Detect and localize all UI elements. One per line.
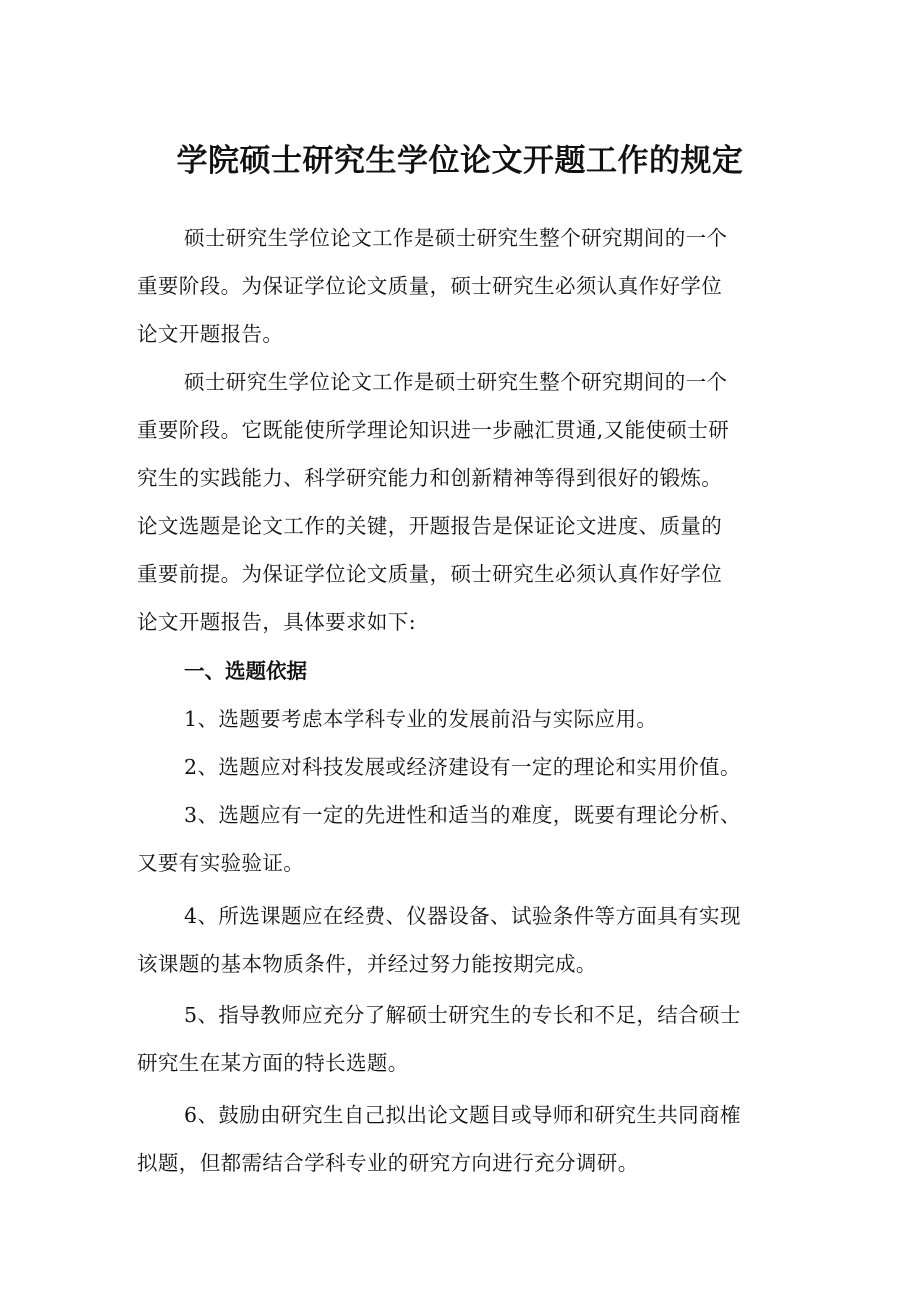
paragraph-2-line: 究生的实践能力、科学研究能力和创新精神等得到很好的锻炼。: [137, 466, 723, 490]
paragraph-1-line: 硕士研究生学位论文工作是硕士研究生整个研究期间的一个: [184, 226, 728, 250]
paragraph-2-line: 重要阶段。它既能使所学理论知识进一步融汇贯通,又能使硕士研: [137, 418, 730, 442]
paragraph-2-line: 论文开题报告，具体要求如下:: [137, 610, 417, 634]
paragraph-1-line: 论文开题报告。: [137, 322, 284, 346]
list-item-continuation: 研究生在某方面的特长选题。: [137, 1051, 409, 1075]
paragraph-2-line: 硕士研究生学位论文工作是硕士研究生整个研究期间的一个: [184, 370, 728, 394]
paragraph-2-line: 论文选题是论文工作的关键，开题报告是保证论文进度、质量的: [137, 514, 723, 538]
list-item-continuation: 又要有实验验证。: [137, 851, 305, 875]
paragraph-1-line: 重要阶段。为保证学位论文质量，硕士研究生必须认真作好学位: [137, 274, 723, 298]
list-item: 3、选题应有一定的先进性和适当的难度，既要有理论分析、: [184, 803, 741, 827]
list-item: 5、指导教师应充分了解硕士研究生的专长和不足，结合硕士: [184, 1003, 741, 1027]
section-heading: 一、选题依据: [184, 659, 307, 683]
list-item: 1、选题要考虑本学科专业的发展前沿与实际应用。: [184, 707, 658, 731]
list-item-continuation: 该课题的基本物质条件，并经过努力能按期完成。: [137, 952, 597, 976]
list-item: 6、鼓励由研究生自己拟出论文题目或导师和研究生共同商榷: [184, 1103, 741, 1127]
list-item: 2、选题应对科技发展或经济建设有一定的理论和实用价值。: [184, 755, 741, 779]
paragraph-2-line: 重要前提。为保证学位论文质量，硕士研究生必须认真作好学位: [137, 562, 723, 586]
list-item-continuation: 拟题，但都需结合学科专业的研究方向进行充分调研。: [137, 1151, 639, 1175]
document-title: 学院硕士研究生学位论文开题工作的规定: [176, 143, 744, 179]
list-item: 4、所选课题应在经费、仪器设备、试验条件等方面具有实现: [184, 904, 741, 928]
